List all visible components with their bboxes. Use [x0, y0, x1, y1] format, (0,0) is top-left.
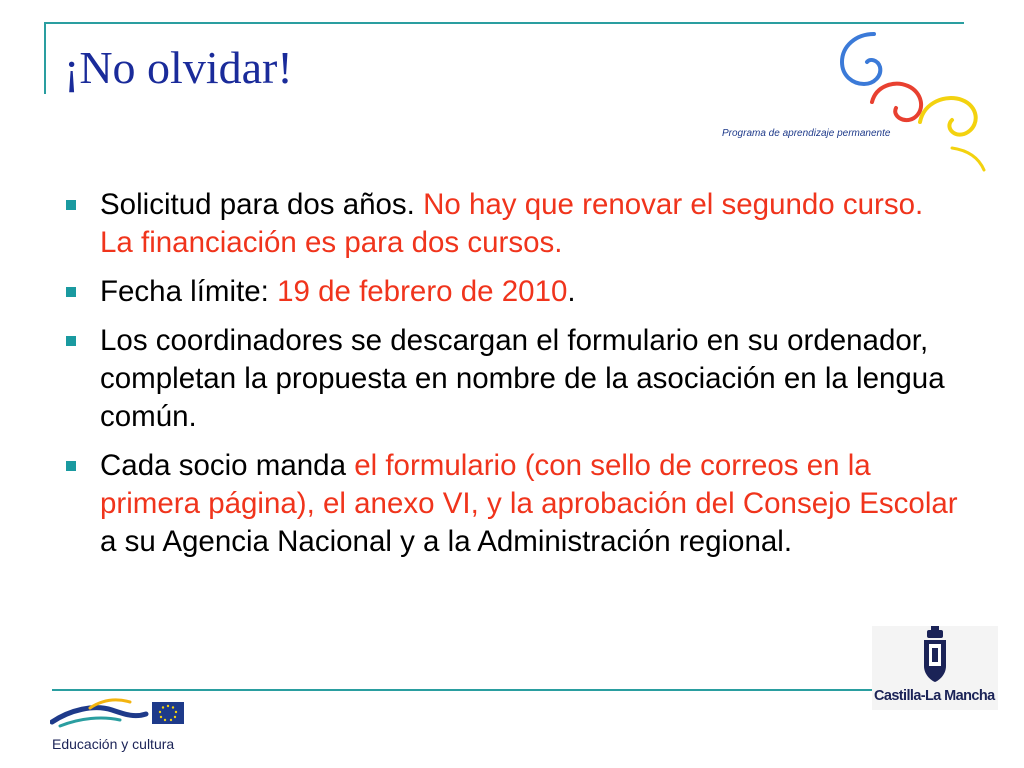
bullet-text: Los coordinadores se descargan el formulario en su ordenador, completan la propuesta en nombre de la asociación en la lengua común.: [100, 324, 945, 433]
lifelong-learning-program-logo: [722, 24, 990, 174]
square-bullet-icon: [66, 287, 76, 297]
spiral-logo-icon: [842, 34, 880, 84]
bullet-text: a su Agencia Nacional y a la Administración regional.: [100, 525, 793, 558]
bullet-text: .: [567, 275, 576, 308]
footer-right-text: Castilla-La Mancha: [874, 688, 995, 704]
bullet-item: [64, 322, 964, 436]
bullet-highlight-text: 19 de febrero de 2010: [277, 275, 568, 308]
square-bullet-icon: [66, 336, 76, 346]
square-bullet-icon: [66, 461, 76, 471]
bullet-text: Cada socio manda: [100, 449, 355, 482]
title-frame-left-line: [44, 22, 46, 94]
bullet-highlight-text: el formulario (con sello de correos en la primera página), el anexo VI, y la aprobación del Consejo Escolar: [100, 449, 958, 520]
bullet-list: [64, 186, 964, 572]
bullet-item: [64, 447, 964, 561]
bullet-text: Fecha límite:: [100, 275, 278, 308]
slide-title: ¡No olvidar!: [64, 42, 293, 93]
square-bullet-icon: [66, 200, 76, 210]
bullet-highlight-text: No hay que renovar el segundo curso. La financiación es para dos cursos.: [100, 188, 924, 259]
program-logo-text: Programa de aprendizaje permanente: [722, 128, 891, 139]
education-culture-logo: [50, 696, 190, 732]
footer-left-text: Educación y cultura: [52, 736, 175, 752]
coat-of-arms-icon: [924, 626, 946, 682]
swoosh-logo-icon: [52, 708, 146, 722]
bullet-item: [64, 273, 964, 311]
footer-divider: [52, 689, 876, 691]
bullet-text: Solicitud para dos años.: [100, 188, 424, 221]
bullet-item: [64, 186, 964, 262]
